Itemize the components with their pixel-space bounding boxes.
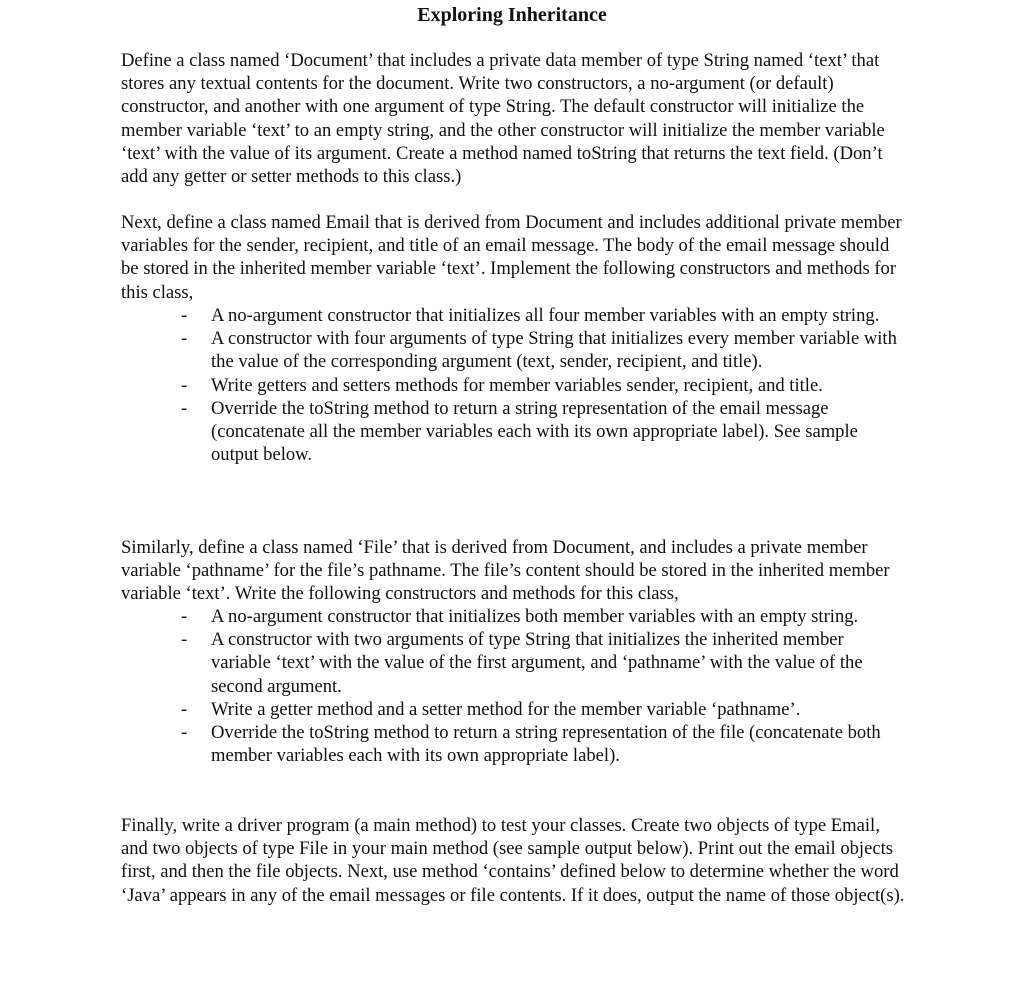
list-item-text: Write getters and setters methods for member variables sender, recipient, and title. — [211, 374, 823, 396]
list-item-text: A constructor with four arguments of type String that initializes every member variable with the value of the corresponding argument (text, sender, recipient, and title). — [211, 328, 897, 373]
paragraph-document-class: Define a class named ‘Document’ that includes a private data member of type String named ‘text’ that stores any textual contents for the document. Write two constructors, a no-argument (or default) constructor, and another with one argument of type String. The default constructor will initialize the member variable ‘text’ to an empty string, and the other constructor will initialize the member variable ‘text’ with the value of its argument. Create a method named toString that returns the text field. (Don’t add any getter or setter methods to this class.) — [121, 50, 885, 188]
bullet-dash: - — [181, 374, 188, 396]
file-requirements-list — [0, 605, 1024, 767]
bullet-dash: - — [181, 397, 188, 419]
bullet-dash: - — [181, 606, 188, 627]
list-item-text: Write a getter method and a setter method for the member variable ‘pathname’. — [211, 698, 801, 720]
list-item-text: Override the toString method to return a string representation of the email message (concatenate all the member variables each with its own appropriate label). See sample output below. — [211, 397, 858, 466]
bullet-dash: - — [181, 722, 188, 744]
list-item-text: A no-argument constructor that initializes all four member variables with an empty string. — [211, 305, 880, 326]
bullet-dash: - — [181, 328, 188, 350]
list-item — [0, 304, 901, 327]
email-requirements-list — [0, 304, 1024, 466]
list-item — [0, 605, 901, 628]
document-title: Exploring Inheritance — [417, 4, 607, 26]
list-item-text: A constructor with two arguments of type String that initializes the inherited member variable ‘text’ with the value of the first argument, and ‘pathname’ with the value of the second argument. — [211, 629, 863, 697]
list-item — [0, 374, 901, 397]
list-item — [0, 698, 901, 721]
list-item-text: A no-argument constructor that initializes both member variables with an empty string. — [211, 606, 859, 627]
bullet-dash: - — [181, 305, 188, 326]
bullet-dash: - — [181, 629, 188, 651]
bullet-dash: - — [181, 698, 188, 720]
list-item-text: Override the toString method to return a string representation of the file (concatenate both member variables each with its own appropriate label). — [211, 722, 881, 767]
paragraph-email-class: Next, define a class named Email that is derived from Document and includes additional private member variables for the sender, recipient, and title of an email message. The body of the email message should be stored in the inherited member variable ‘text’. Implement the following constructors and methods for this class, — [121, 212, 902, 303]
paragraph-file-class: Similarly, define a class named ‘File’ that is derived from Document, and includes a private member variable ‘pathname’ for the file’s pathname. The file’s content should be stored in the inherited member variable ‘text’. Write the following constructors and methods for this class, — [121, 537, 890, 605]
list-item — [0, 628, 901, 698]
list-item — [0, 327, 901, 373]
paragraph-driver-program: Finally, write a driver program (a main method) to test your classes. Create two objects of type Email, and two objects of type File in your main method (see sample output below). Print out the email objects first, and then the file objects. Next, use method ‘contains’ defined below to determine whether the word ‘Java’ appears in any of the email messages or file contents. If it does, output the name of those object(s). — [121, 815, 905, 906]
list-item — [0, 397, 901, 467]
list-item — [0, 721, 901, 767]
